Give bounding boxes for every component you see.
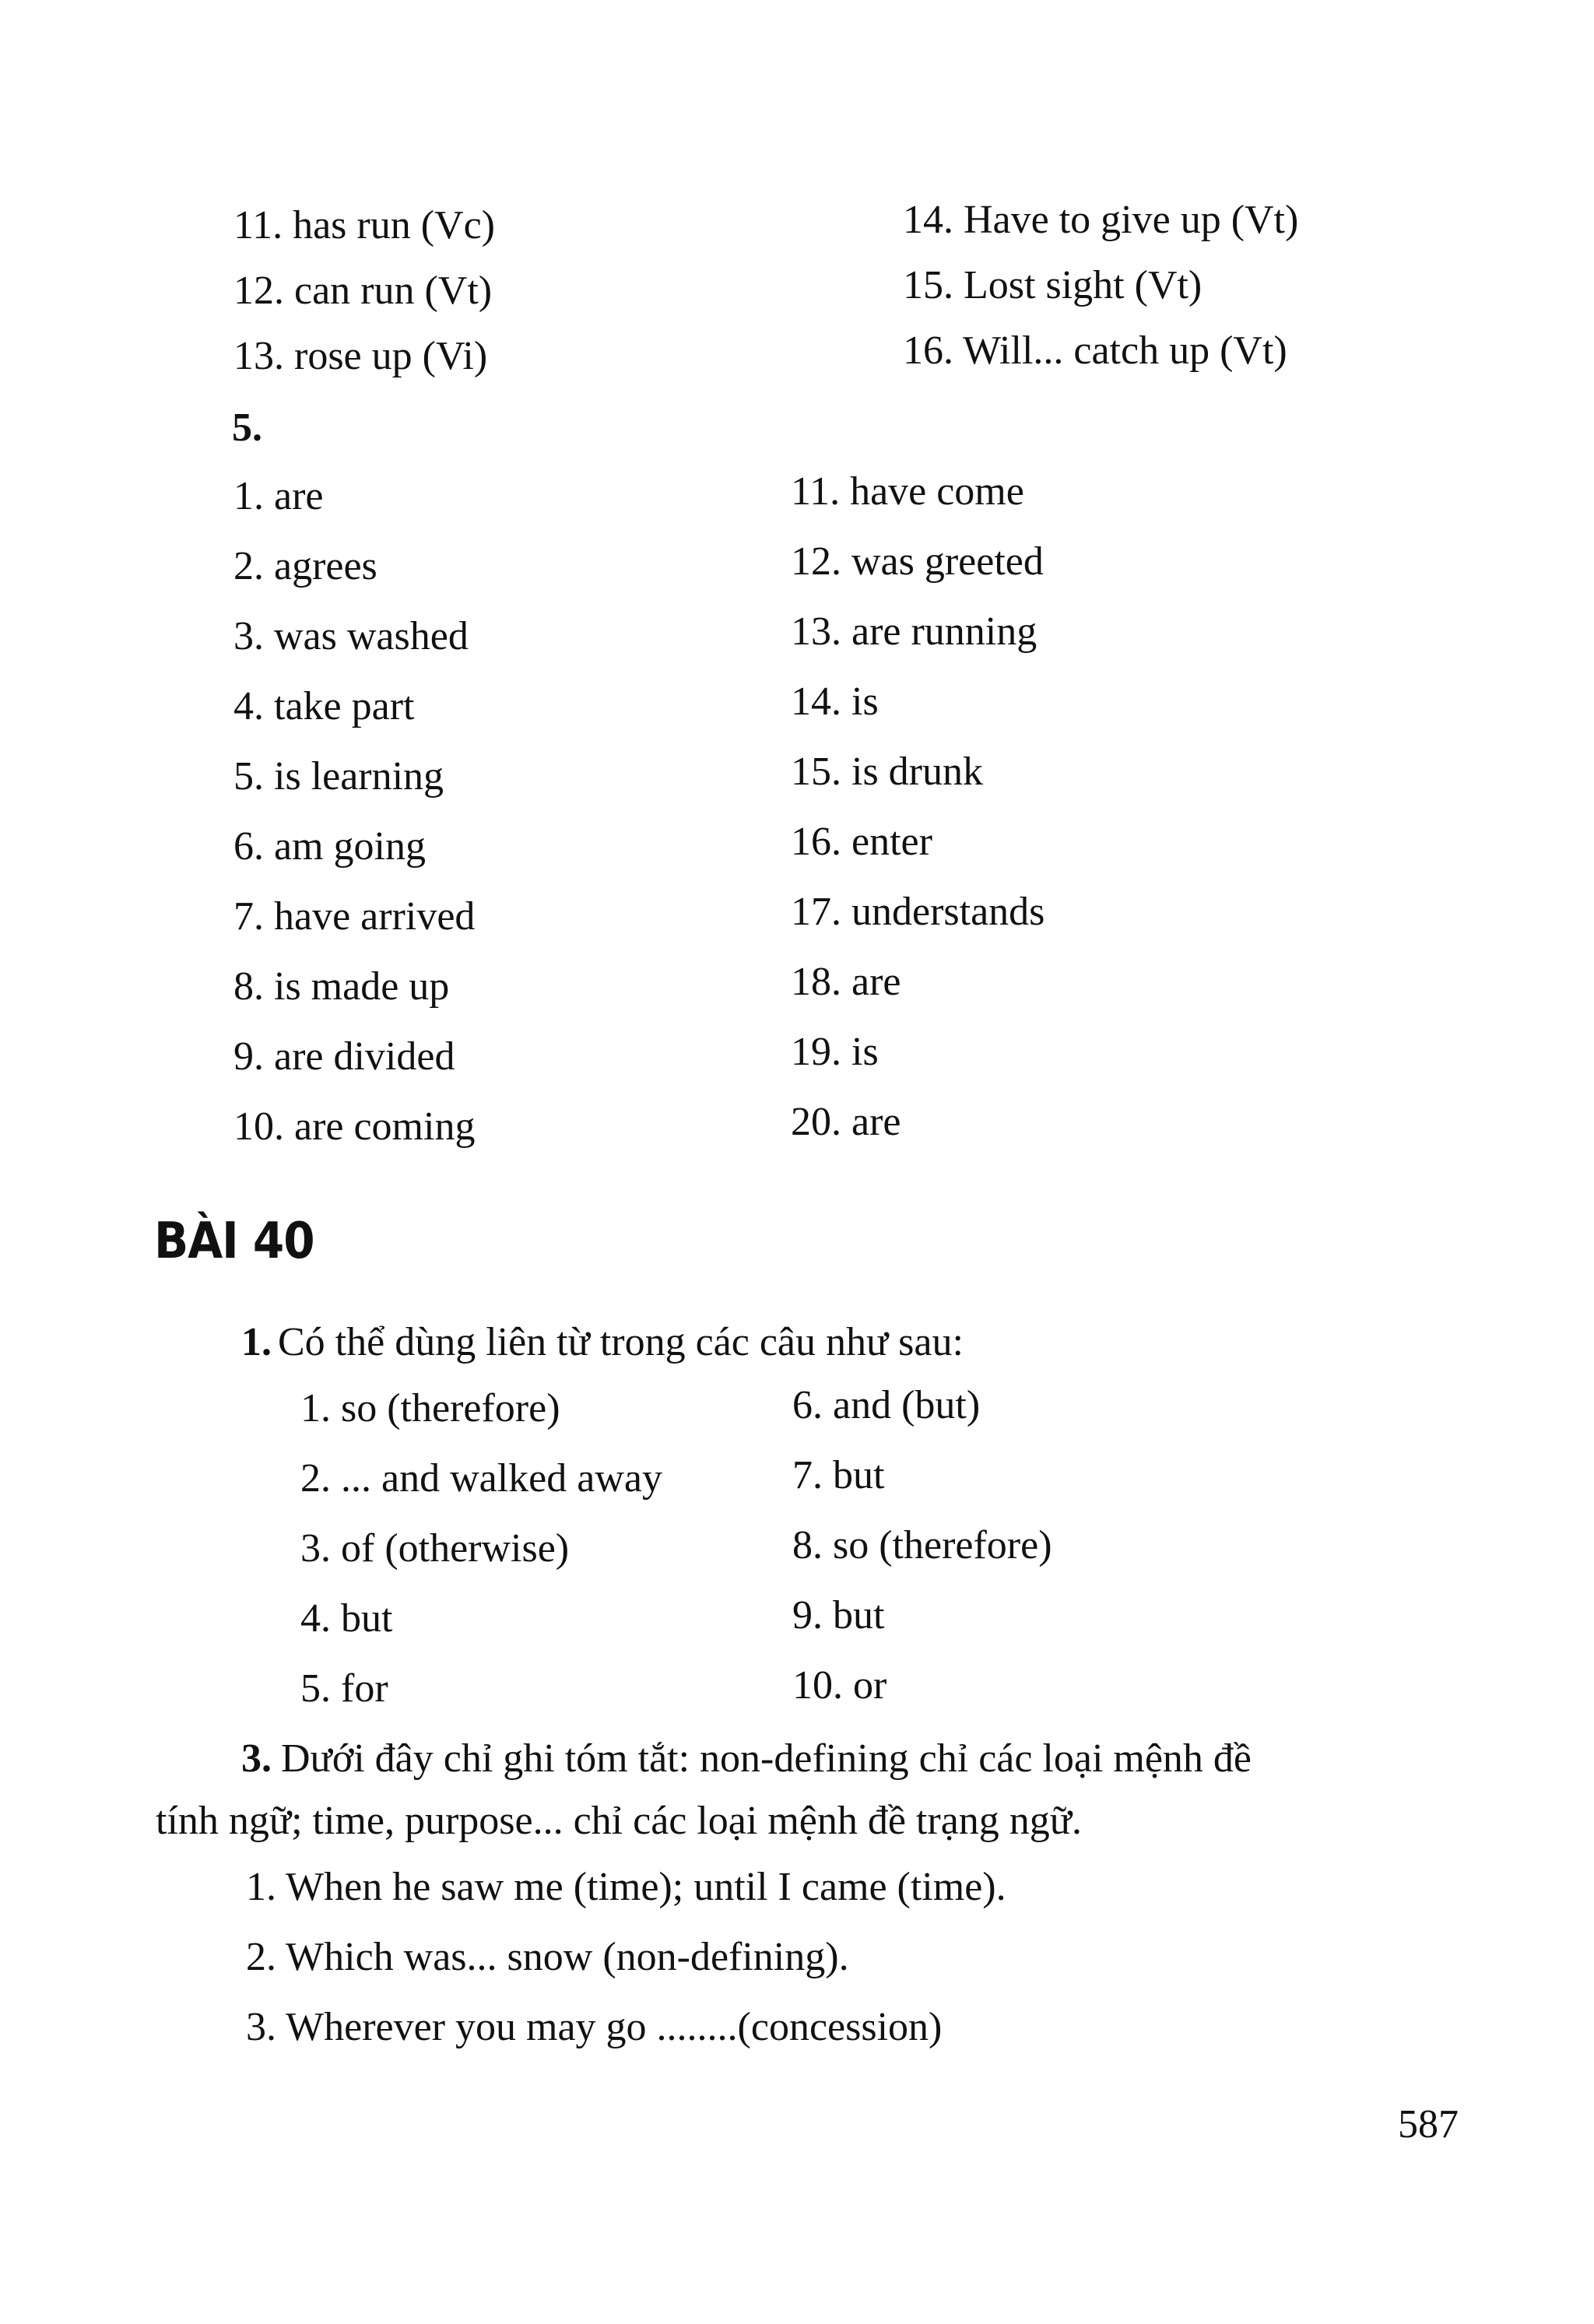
list-item: 19. is <box>791 1030 879 1074</box>
list-item: 12. can run (Vt) <box>233 269 493 313</box>
list-item: 7. have arrived <box>233 894 476 939</box>
list-item: 9. are divided <box>233 1034 455 1079</box>
list-item: 5. for <box>300 1666 388 1711</box>
lesson-heading: BÀI 40 <box>154 1211 314 1270</box>
list-item: 11. has run (Vc) <box>233 203 495 247</box>
question-3-line-2: tính ngữ; time, purpose... chỉ các loại mệnh đề trạng ngữ. <box>156 1799 1082 1843</box>
question-text: Dưới đây chỉ ghi tóm tắt: non-defining chỉ các loại mệnh đề <box>281 1736 1252 1781</box>
list-item: 12. was greeted <box>791 539 1044 584</box>
list-item: 7. but <box>792 1453 885 1497</box>
list-item: 8. so (therefore) <box>792 1523 1052 1567</box>
list-item: 10. or <box>792 1663 887 1708</box>
list-item: 5. is learning <box>233 754 444 799</box>
list-item: 15. Lost sight (Vt) <box>903 263 1203 307</box>
list-item: 11. have come <box>791 469 1024 514</box>
list-item: 20. are <box>791 1100 901 1144</box>
question-1-intro <box>241 1319 964 1366</box>
list-item: 8. is made up <box>233 964 450 1009</box>
list-item: 16. Will... catch up (Vt) <box>903 328 1287 373</box>
list-item: 15. is drunk <box>791 750 983 794</box>
list-item: 10. are coming <box>233 1104 476 1149</box>
list-item: 3. was washed <box>233 614 469 658</box>
list-item: 9. but <box>792 1593 885 1638</box>
section5-right-column <box>791 469 1045 1169</box>
list-item: 1. When he saw me (time); until I came (time). <box>246 1865 1006 1909</box>
list-item: 17. understands <box>791 890 1045 934</box>
question-3-line-1 <box>241 1736 1252 1782</box>
list-item: 14. Have to give up (Vt) <box>903 198 1299 242</box>
question-number: 3. <box>241 1736 272 1781</box>
section5-left-column <box>233 473 475 1174</box>
q3-items <box>246 1864 1006 2074</box>
list-item: 3. Wherever you may go ........(concession) <box>246 2005 943 2049</box>
q1-left-column <box>300 1385 662 1736</box>
list-item: 6. am going <box>233 824 426 869</box>
top-right-column <box>903 197 1298 393</box>
list-item: 2. agrees <box>233 544 377 588</box>
list-item: 1. are <box>233 474 324 518</box>
list-item: 2. ... and walked away <box>300 1456 662 1501</box>
list-item: 13. are running <box>791 609 1038 654</box>
list-item: 4. but <box>300 1596 393 1641</box>
list-item: 13. rose up (Vi) <box>233 334 488 378</box>
q1-right-column <box>792 1382 1052 1732</box>
list-item: 1. so (therefore) <box>300 1386 560 1431</box>
question-text: Có thể dùng liên từ trong các câu như sau: <box>278 1320 964 1364</box>
list-item: 6. and (but) <box>792 1383 981 1427</box>
list-item: 18. are <box>791 960 901 1004</box>
list-item: 14. is <box>791 679 879 724</box>
list-item: 4. take part <box>233 684 415 728</box>
list-item: 16. enter <box>791 820 932 864</box>
top-left-column <box>233 202 495 398</box>
question-number: 1. <box>241 1320 272 1364</box>
list-item: 3. of (otherwise) <box>300 1526 570 1571</box>
list-item: 2. Which was... snow (non-defining). <box>246 1935 849 1979</box>
page-number: 587 <box>1398 2102 1459 2147</box>
section-label: 5. <box>232 405 262 450</box>
